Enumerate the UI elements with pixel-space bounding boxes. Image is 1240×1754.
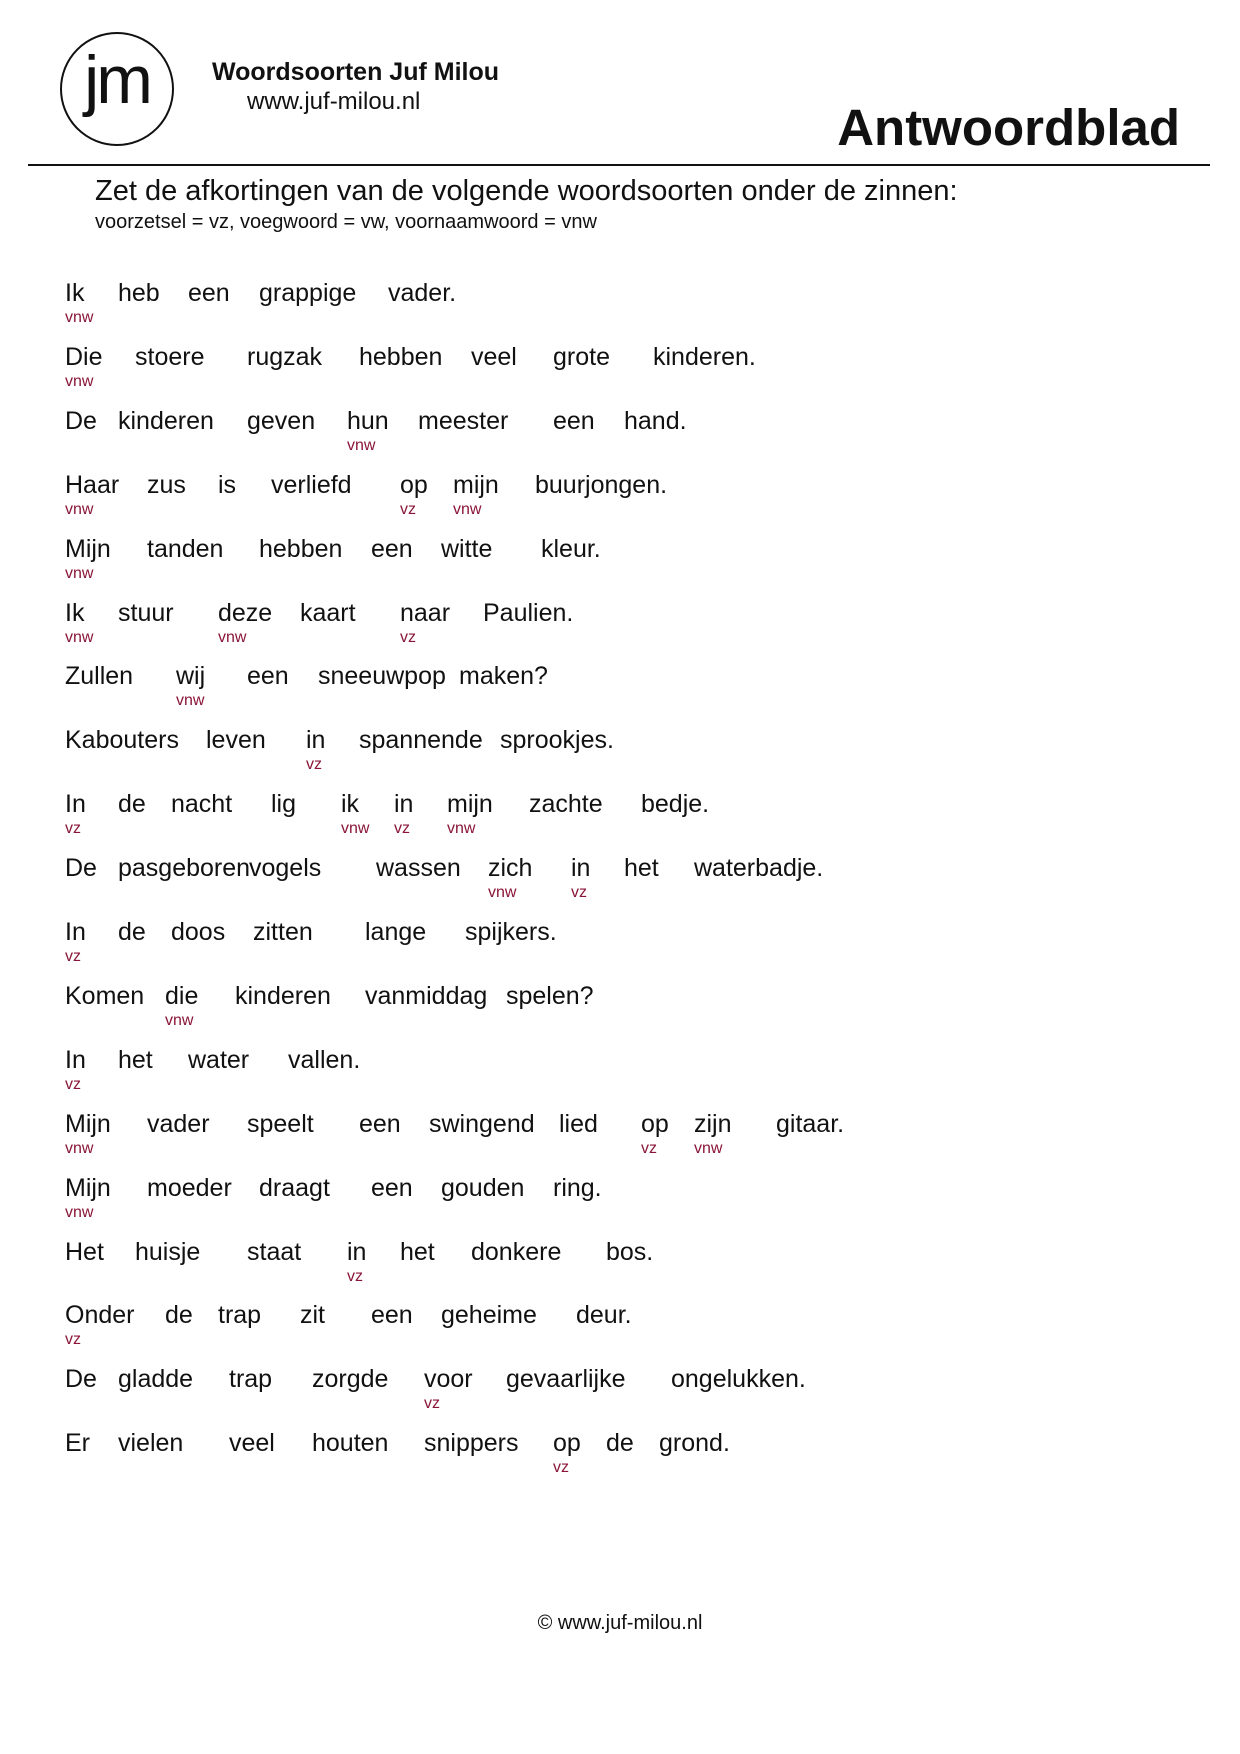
word-type-label: vnw	[176, 692, 205, 710]
sentence-word: Mijn	[65, 534, 111, 563]
word-type-label: vnw	[453, 500, 482, 518]
word-type-label: vnw	[165, 1011, 194, 1029]
word-type-label: vz	[400, 500, 416, 518]
site-title: Woordsoorten Juf Milou	[212, 58, 500, 86]
sentence-word: deur.	[576, 1301, 632, 1330]
sentence-word: veel	[229, 1429, 275, 1458]
word-type-label: vnw	[65, 372, 94, 390]
sentence-word: de	[118, 790, 146, 819]
word-type-label: vz	[65, 1331, 81, 1349]
sentence-word: bedje.	[641, 790, 710, 819]
sentence-word: bos.	[606, 1237, 654, 1266]
sentence-word: Haar	[65, 470, 120, 499]
sentence-word: lig	[271, 790, 297, 819]
sentence-word: op	[641, 1109, 669, 1138]
sentence-word: hun	[347, 406, 389, 435]
sentence-word: Komen	[65, 981, 145, 1010]
site-url: www.juf-milou.nl	[247, 88, 421, 115]
sentence-word: houten	[312, 1429, 389, 1458]
sentence-word: voor	[424, 1365, 473, 1394]
sentence-word: ring.	[553, 1173, 602, 1202]
word-type-label: vz	[553, 1459, 569, 1477]
sentence-word: tanden	[147, 534, 224, 563]
sentence-word: sneeuwpop	[318, 662, 446, 691]
sentence-word: In	[65, 918, 86, 946]
sentence-word: Mijn	[65, 1109, 111, 1138]
sentence-word: In	[65, 790, 86, 819]
word-type-label: vz	[394, 820, 410, 838]
sentence-word: is	[218, 470, 237, 499]
sentence-word: zit	[300, 1301, 325, 1330]
sentence-word: grappige	[259, 279, 357, 307]
sentence-word: kleur.	[541, 534, 601, 563]
sentence-word: vallen.	[288, 1045, 361, 1074]
sentence-word: zitten	[253, 918, 313, 946]
sentence-word: sprookjes.	[500, 726, 614, 755]
sentence-word: moeder	[147, 1173, 232, 1202]
sentence-word: witte	[441, 534, 493, 563]
sentence-word: vanmiddag	[365, 981, 488, 1010]
word-type-label: vnw	[65, 1203, 94, 1221]
word-type-label: vz	[306, 756, 322, 774]
sentence-word: de	[165, 1301, 193, 1330]
sentence-word: mijn	[447, 790, 493, 819]
sentence-word: mijn	[453, 470, 499, 499]
sentence-word: De	[65, 854, 97, 883]
sentence-word: gladde	[118, 1365, 194, 1394]
word-type-label: vz	[65, 1075, 81, 1093]
sentence-word: hand.	[624, 406, 687, 435]
sentence-word: ongelukken.	[671, 1365, 806, 1394]
sentence-word: Zullen	[65, 662, 134, 691]
word-type-label: vnw	[65, 500, 94, 518]
sentence-word: nacht	[171, 790, 233, 819]
sentence-word: hebben	[259, 534, 343, 563]
word-type-label: vnw	[65, 628, 94, 646]
sentence-word: grond.	[659, 1429, 730, 1458]
word-type-label: vz	[347, 1267, 363, 1285]
sentence-word: Die	[65, 342, 103, 371]
sentence-word: buurjongen.	[535, 470, 668, 499]
sentence-word: In	[65, 1045, 86, 1074]
sentence-word: deze	[218, 598, 273, 627]
sentence-word: vader	[147, 1109, 210, 1138]
sentence-word: het	[624, 854, 659, 883]
sentence-word: grote	[553, 342, 610, 371]
sentence-word: heb	[118, 279, 160, 307]
sentence-word: vader.	[388, 279, 457, 307]
sentence-word: op	[553, 1429, 581, 1458]
word-type-label: vz	[641, 1139, 657, 1157]
sentence-word: kaart	[300, 598, 356, 627]
word-type-label: vz	[65, 948, 81, 965]
sentence-word: rugzak	[247, 342, 323, 371]
sentence-word: in	[347, 1237, 367, 1266]
sentence-word: een	[371, 1301, 413, 1330]
word-type-label: vnw	[65, 564, 94, 582]
sentence-word: staat	[247, 1237, 302, 1266]
word-type-label: vnw	[488, 884, 517, 902]
sentence-word: De	[65, 1365, 97, 1394]
sentence-word: in	[394, 790, 414, 819]
logo-text: jm	[84, 42, 150, 118]
word-type-label: vz	[571, 884, 587, 902]
sentence-word: zachte	[529, 790, 603, 819]
sentence-word: swingend	[429, 1109, 535, 1138]
sentence-word: stuur	[118, 598, 174, 627]
page-heading: Antwoordblad	[837, 99, 1180, 156]
sentence-word: in	[571, 854, 591, 883]
sentence-word: die	[165, 981, 199, 1010]
sentence-word: Er	[65, 1429, 90, 1458]
sentence-word: spannende	[359, 726, 483, 755]
sentence-word: spelen?	[506, 981, 594, 1010]
sentence-word: een	[247, 662, 289, 691]
sentence-word: geven	[247, 406, 316, 435]
sentence-word: meester	[418, 406, 509, 435]
sentence-word: Het	[65, 1237, 104, 1266]
sentence-word: Kabouters	[65, 726, 179, 755]
sentence-word: speelt	[247, 1109, 314, 1138]
sentence-word: Ik	[65, 279, 85, 307]
sentence-word: geheime	[441, 1301, 537, 1330]
word-type-label: vz	[65, 820, 81, 838]
sentence-word: verliefd	[271, 470, 352, 499]
sentence-word: in	[306, 726, 326, 755]
footer-copyright: © www.juf-milou.nl	[537, 1612, 703, 1634]
sentence-word: Paulien.	[483, 598, 574, 627]
sentence-word: lange	[365, 918, 427, 946]
sentence-word: snippers	[424, 1429, 519, 1458]
sentence-word: kinderen	[235, 981, 331, 1010]
sentence-word: maken?	[459, 662, 548, 691]
logo	[60, 32, 174, 146]
sentence-word: gitaar.	[776, 1109, 845, 1138]
word-type-label: vnw	[347, 436, 376, 454]
sentence-word: naar	[400, 598, 451, 627]
sentence-word: trap	[218, 1301, 262, 1330]
word-type-label: vnw	[65, 1139, 94, 1157]
sentence-word: donkere	[471, 1237, 562, 1266]
legend: voorzetsel = vz, voegwoord = vw, voornaamwoord = vnw	[95, 211, 597, 233]
sentence-word: De	[65, 406, 97, 435]
sentence-word: trap	[229, 1365, 273, 1394]
sentence-word: een	[359, 1109, 401, 1138]
sentence-word: ik	[341, 790, 360, 819]
sentence-word: de	[118, 918, 146, 946]
sentence-word: leven	[206, 726, 266, 755]
sentence-word: lied	[559, 1109, 598, 1138]
word-type-label: vnw	[65, 309, 94, 326]
sentence-word: pasgeboren	[118, 854, 251, 883]
sentence-word: wassen	[376, 854, 461, 883]
sentence-word: vogels	[249, 854, 322, 883]
word-type-label: vnw	[218, 628, 247, 646]
sentence-word: zus	[147, 470, 186, 499]
sentence-word: hebben	[359, 342, 443, 371]
sentence-word: waterbadje.	[694, 854, 824, 883]
sentence-word: zorgde	[312, 1365, 389, 1394]
sentence-word: gevaarlijke	[506, 1365, 626, 1394]
sentence-word: gouden	[441, 1173, 525, 1202]
instruction: Zet de afkortingen van de volgende woordsoorten onder de zinnen:	[95, 175, 958, 207]
sentence-word: het	[400, 1237, 435, 1266]
sentence-word: spijkers.	[465, 918, 557, 946]
sentence-word: het	[118, 1045, 153, 1074]
sentence-word: Ik	[65, 598, 85, 627]
sentence-word: een	[371, 1173, 413, 1202]
sentence-word: een	[371, 534, 413, 563]
sentence-word: zich	[488, 854, 533, 883]
sentence-word: Mijn	[65, 1173, 111, 1202]
sentence-word: een	[188, 279, 230, 307]
sentence-word: stoere	[135, 342, 205, 371]
word-type-label: vz	[424, 1395, 440, 1413]
sentence-word: draagt	[259, 1173, 330, 1202]
sentence-word: vielen	[118, 1429, 184, 1458]
sentence-word: Onder	[65, 1301, 135, 1330]
sentence-word: zijn	[694, 1109, 732, 1138]
word-type-label: vz	[400, 628, 416, 646]
sentence-word: de	[606, 1429, 634, 1458]
sentence-word: huisje	[135, 1237, 201, 1266]
sentence-word: water	[188, 1045, 250, 1074]
sentence-word: doos	[171, 918, 226, 946]
sentence-word: een	[553, 406, 595, 435]
word-type-label: vnw	[694, 1139, 723, 1157]
sentence-word: op	[400, 470, 428, 499]
sentence-word: wij	[176, 662, 206, 691]
word-type-label: vnw	[341, 820, 370, 838]
sentence-word: kinderen.	[653, 342, 756, 371]
word-type-label: vnw	[447, 820, 476, 838]
sentence-word: kinderen	[118, 406, 214, 435]
header-divider	[28, 164, 1210, 166]
sentence-word: veel	[471, 342, 517, 371]
